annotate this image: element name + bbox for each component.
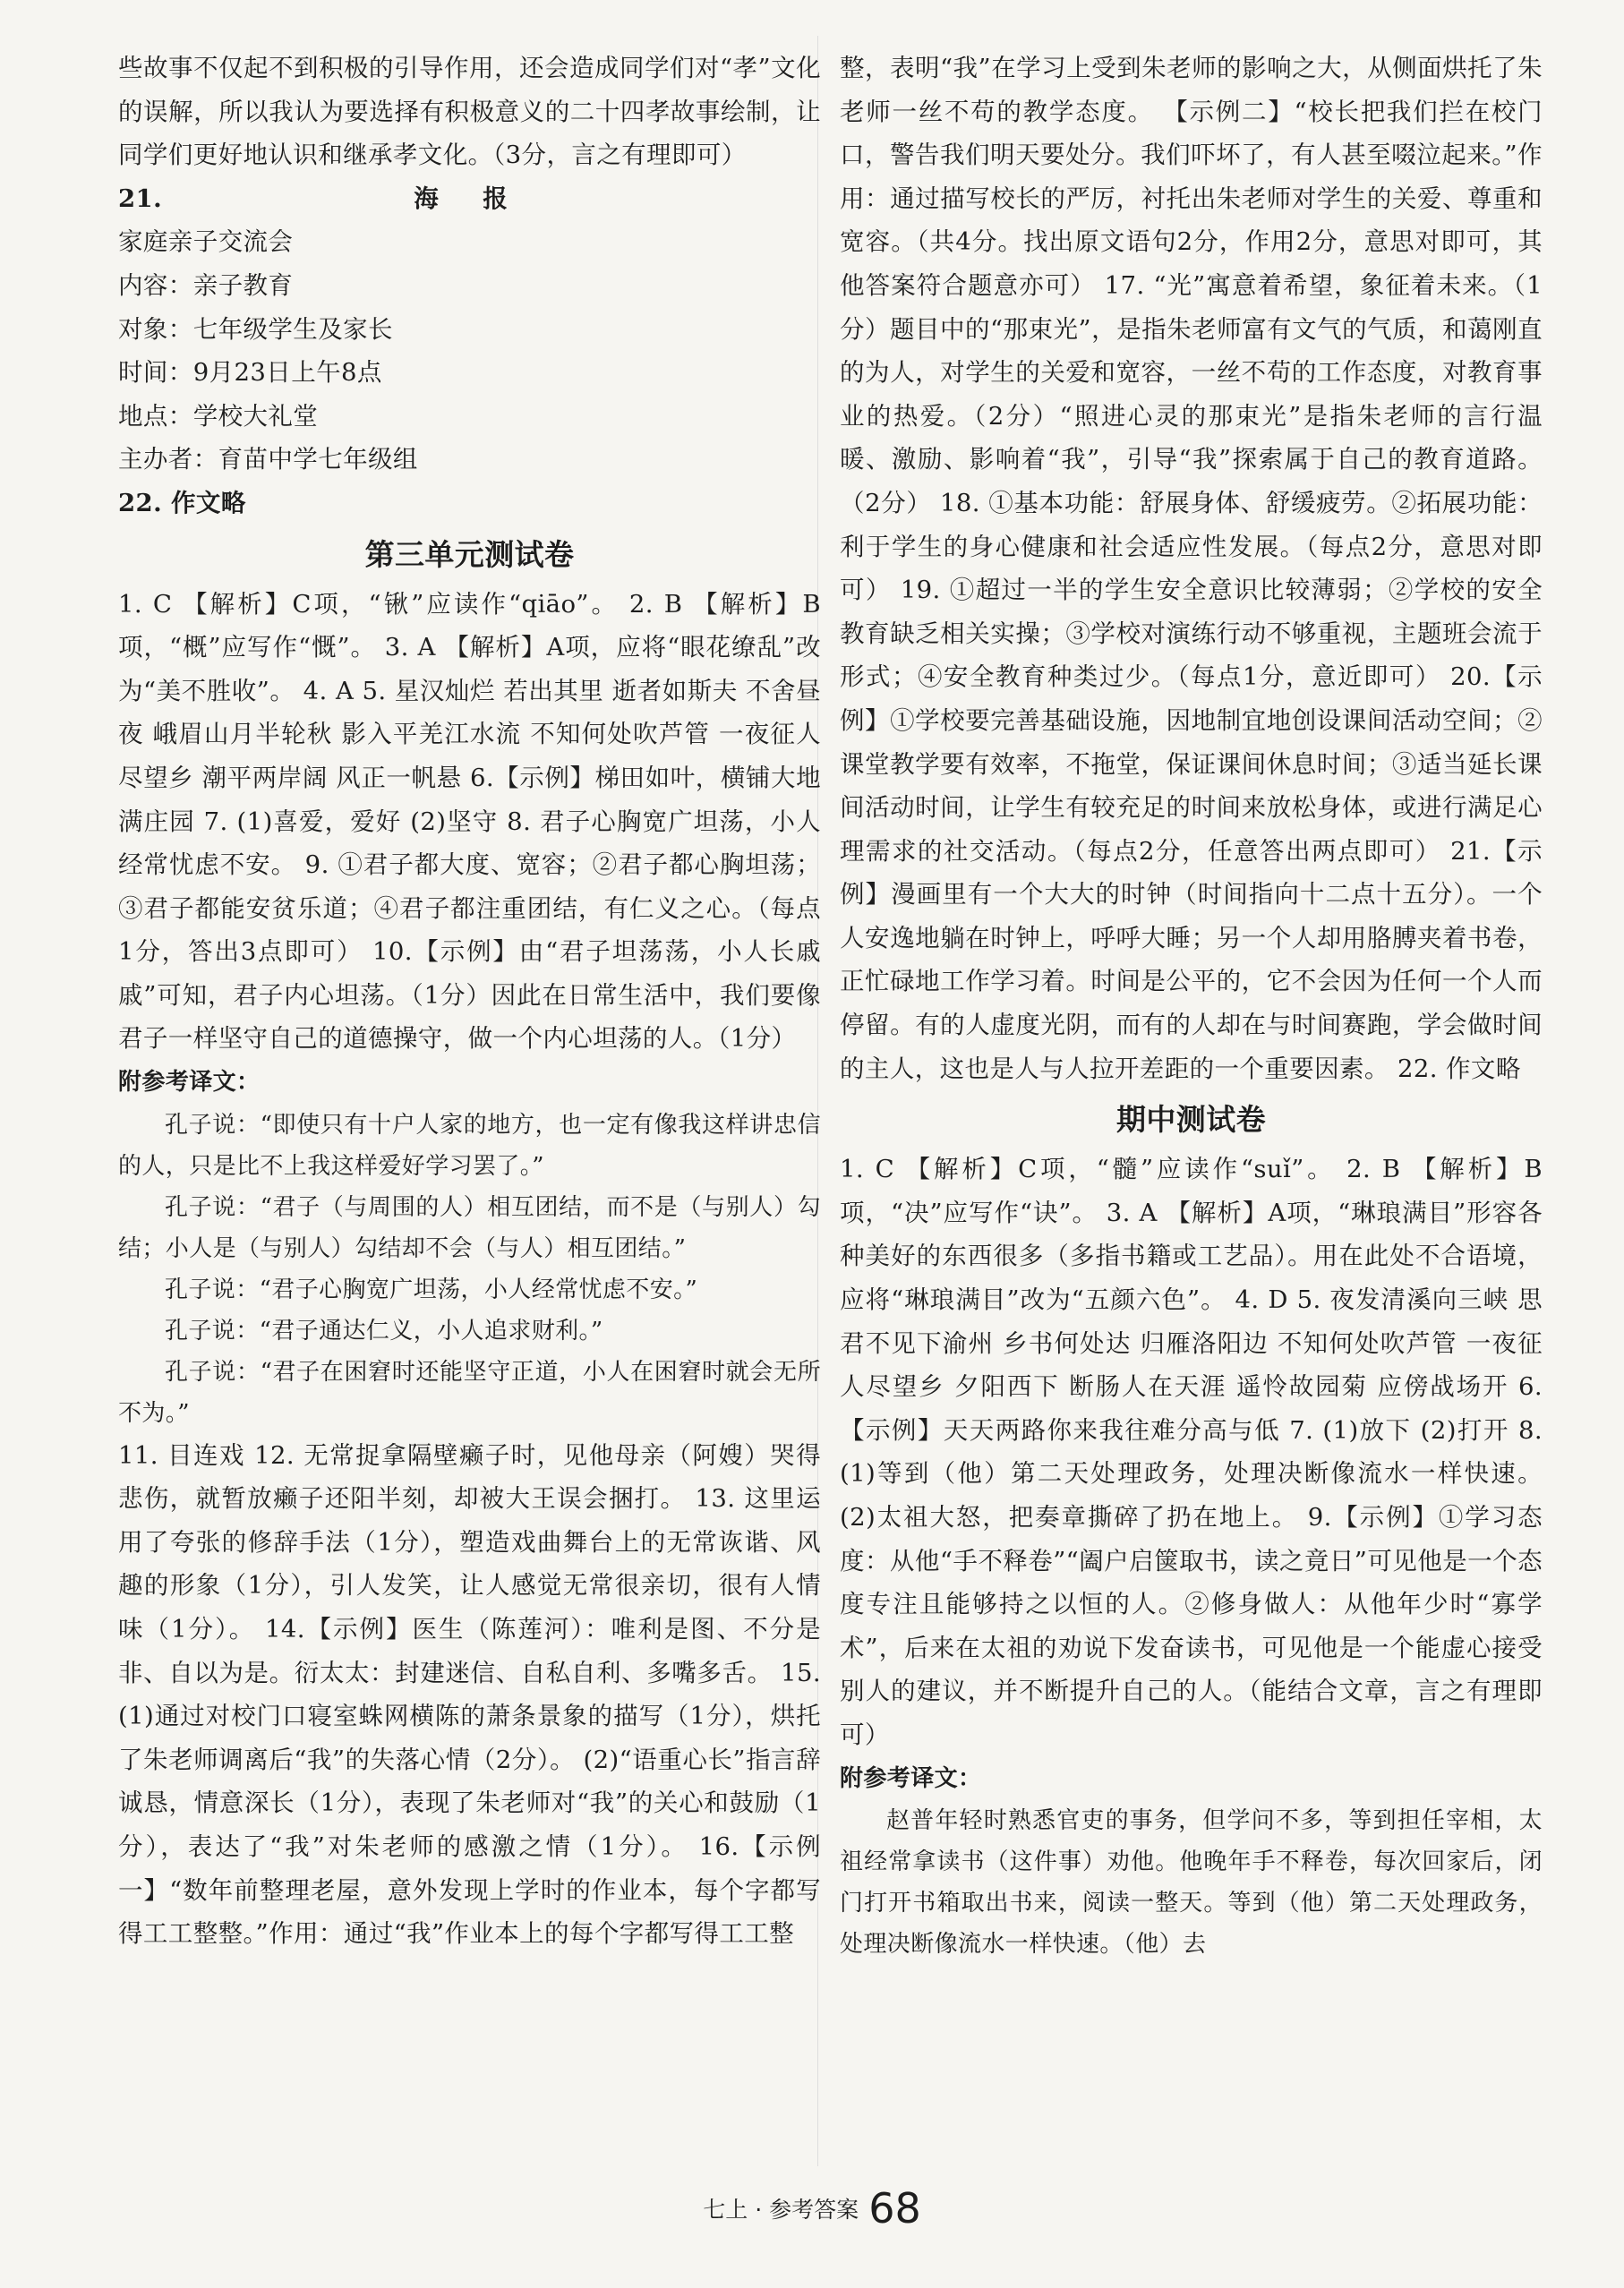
translation-line: 孔子说：“君子通达仁义，小人追求财利。”: [165, 1317, 603, 1345]
section-title-unit3: 第三单元测试卷: [364, 536, 575, 572]
translation-text: 赵普年轻时熟悉官吏的事务，但学问不多，等到担任宰相，太祖经常拿读书（这件事）劝他。他晚年手不释卷，每次回家后，闭门打开书箱取出书来，阅读一整天。等到（他）第二天处理政务，处理决断像流水一样快速。（他）去: [840, 1807, 1543, 1959]
translation-label: 附参考译文：: [118, 1069, 261, 1097]
section-title-midterm: 期中测试卷: [1116, 1102, 1266, 1138]
poster-line: 对象：七年级学生及家长: [118, 314, 393, 344]
left-column: [118, 47, 821, 1956]
footer-label: 七上 · 参考答案: [703, 2197, 859, 2223]
translation-line: 孔子说：“即使只有十户人家的地方，也一定有像我这样讲忠信的人，只是比不上我这样爱好学习罢了。”: [118, 1111, 821, 1180]
poster-header: [118, 177, 821, 221]
midterm-answers: 1. C 【解析】C项，“髓”应读作“suǐ”。 2. B 【解析】B项，“决”应写作“诀”。 3. A 【解析】A项，“琳琅满目”形容各种美好的东西很多（多指书籍或工艺品）。用在此处不合语境，应将“琳琅满目”改为“五颜六色”。 4. D 5. 夜发清溪向三峡 思君不见下渝州 乡书何处达 归雁洛阳边 不知何处吹芦管 一夜征人尽望乡 夕阳西下 断肠人在天涯 遥怜故园菊 应傍战场开 6.【示例】天天两路你来我往难分高与低 7. (1)放下 (2)打开 8. (1)等到（他）第二天处理政务，处理决断像流水一样快速。 (2)太祖大怒，把奏章撕碎了扔在地上。 9.【示例】①学习态度：从他“手不释卷”“阖户启箧取书，读之竟日”可见他是一个态度专注且能够持之以恒的人。②修身做人：从他年少时“寡学术”，后来在太祖的劝说下发奋读书，可见他是一个能虚心接受别人的建议，并不断提升自己的人。（能结合文章，言之有理即可）: [840, 1155, 1543, 1749]
translation-line: 孔子说：“君子（与周围的人）相互团结，而不是（与别人）勾结；小人是（与别人）勾结却不会（与人）相互团结。”: [118, 1193, 821, 1262]
right-column: [840, 47, 1543, 1965]
page-footer: [0, 2184, 1624, 2233]
poster-line: 时间：9月23日上午8点: [118, 358, 382, 388]
poster-line: 主办者：育苗中学七年级组: [118, 445, 418, 474]
page-number: 68: [868, 2184, 921, 2233]
poster-line: 内容：亲子教育: [118, 270, 294, 300]
poster-title: 海 报: [414, 184, 526, 213]
answers-16-22: 整，表明“我”在学习上受到朱老师的影响之大，从侧面烘托了朱老师一丝不苟的教学态度。 【示例二】“校长把我们拦在校门口，警告我们明天要处分。我们吓坏了，有人甚至啜泣起来。”作用：通过描写校长的严厉，衬托出朱老师对学生的关爱、尊重和宽容。（共4分。找出原文语句2分，作用2分，意思对即可，其他答案符合题意亦可） 17. “光”寓意着希望，象征着未来。（1分）题目中的“那束光”，是指朱老师富有文气的气质，和蔼刚直的为人，对学生的关爱和宽容，一丝不苟的工作态度，对教育事业的热爱。（2分）“照进心灵的那束光”是指朱老师的言行温暖、激励、影响着“我”，引导“我”探索属于自己的教育道路。（2分） 18. ①基本功能：舒展身体、舒缓疲劳。②拓展功能：利于学生的身心健康和社会适应性发展。（每点2分，意思对即可） 19. ①超过一半的学生安全意识比较薄弱；②学校的安全教育缺乏相关实操；③学校对演练行动不够重视，主题班会流于形式；④安全教育种类过少。（每点1分，意近即可） 20.【示例】①学校要完善基础设施，因地制宜地创设课间活动空间；②课堂教学要有效率，不拖堂，保证课间休息时间；③适当延长课间活动时间，让学生有较充足的时间来放松身体，或进行满足心理需求的社交活动。（每点2分，任意答出两点即可） 21.【示例】漫画里有一个大大的时钟（时间指向十二点十五分）。一个人安逸地躺在时钟上，呼呼大睡；另一个人却用胳膊夹着书卷，正忙碌地工作学习着。时间是公平的，它不会因为任何一个人而停留。有的人虚度光阴，而有的人却在与时间赛跑，学会做时间的主人，这也是人与人拉开差距的一个重要因素。 22. 作文略: [840, 54, 1543, 1083]
translation-label: 附参考译文：: [840, 1764, 982, 1792]
question-number: 21.: [118, 184, 163, 213]
answer-22: 22. 作文略: [118, 488, 246, 517]
paragraph-continued: 些故事不仅起不到积极的引导作用，还会造成同学们对“孝”文化的误解，所以我认为要选择有积极意义的二十四孝故事绘制，让同学们更好地认识和继承孝文化。（3分，言之有理即可）: [118, 54, 821, 170]
answers-11-16: 11. 目连戏 12. 无常捉拿隔壁癞子时，见他母亲（阿嫂）哭得悲伤，就暂放癞子还阳半刻，却被大王误会捆打。 13. 这里运用了夸张的修辞手法（1分），塑造戏曲舞台上的无常诙谐、风趣的形象（1分），引人发笑，让人感觉无常很亲切，很有人情味（1分）。 14.【示例】医生（陈莲河）：唯利是图、不分是非、自以为是。衍太太：封建迷信、自私自利、多嘴多舌。 15. (1)通过对校门口寝室蛛网横陈的萧条景象的描写（1分），烘托了朱老师调离后“我”的失落心情（2分）。 (2)“语重心长”指言辞诚恳，情意深长（1分），表现了朱老师对“我”的关心和鼓励（1分），表达了“我”对朱老师的感激之情（1分）。 16.【示例一】“数年前整理老屋，意外发现上学时的作业本，每个字都写得工工整整。”作用：通过“我”作业本上的每个字都写得工工整: [118, 1440, 821, 1949]
translation-line: 孔子说：“君子在困窘时还能坚守正道，小人在困窘时就会无所不为。”: [118, 1358, 821, 1427]
poster-subtitle: 家庭亲子交流会: [118, 227, 294, 257]
poster-line: 地点：学校大礼堂: [118, 401, 319, 431]
translation-line: 孔子说：“君子心胸宽广坦荡，小人经常忧虑不安。”: [165, 1276, 698, 1303]
unit3-answers: 1. C 【解析】C项，“锹”应读作“qiāo”。 2. B 【解析】B项，“概”应写作“慨”。 3. A 【解析】A项，应将“眼花缭乱”改为“美不胜收”。 4. A 5. 星汉灿烂 若出其里 逝者如斯夫 不舍昼夜 峨眉山月半轮秋 影入平羌江水流 不知何处吹芦管 一夜征人尽望乡 潮平两岸阔 风正一帆悬 6.【示例】梯田如叶，横铺大地满庄园 7. (1)喜爱，爱好 (2)坚守 8. 君子心胸宽广坦荡，小人经常忧虑不安。 9. ①君子都大度、宽容；②君子都心胸坦荡；③君子都能安贫乐道；④君子都注重团结，有仁义之心。（每点1分，答出3点即可） 10.【示例】由“君子坦荡荡，小人长戚戚”可知，君子内心坦荡。（1分）因此在日常生活中，我们要像君子一样坚守自己的道德操守，做一个内心坦荡的人。（1分）: [118, 589, 821, 1054]
